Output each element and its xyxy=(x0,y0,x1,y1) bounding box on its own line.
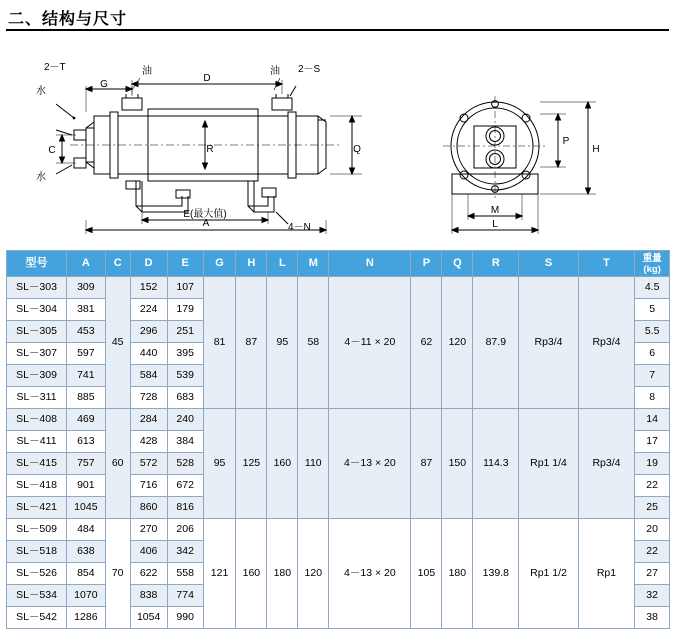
column-header-p: P xyxy=(411,251,442,277)
cell-model: SL－421 xyxy=(7,497,67,519)
cell-model: SL－418 xyxy=(7,475,67,497)
weight-header-line2: (kg) xyxy=(643,263,661,275)
cell-e: 240 xyxy=(167,409,203,431)
cell-w: 20 xyxy=(635,519,670,541)
cell-p: 105 xyxy=(411,519,442,629)
cell-w: 27 xyxy=(635,563,670,585)
cell-w: 5.5 xyxy=(635,321,670,343)
cell-d: 428 xyxy=(130,431,167,453)
cell-a: 613 xyxy=(67,431,106,453)
label-d: D xyxy=(203,73,211,84)
cell-a: 1045 xyxy=(67,497,106,519)
cell-m: 58 xyxy=(298,277,329,409)
label-m: M xyxy=(490,205,500,216)
column-header-model: 型号 xyxy=(7,251,67,277)
cell-d: 1054 xyxy=(130,607,167,629)
cell-model: SL－509 xyxy=(7,519,67,541)
label-r: R xyxy=(206,144,214,155)
cell-d: 270 xyxy=(130,519,167,541)
cell-d: 860 xyxy=(130,497,167,519)
label-water-top: 水 xyxy=(36,86,46,97)
label-oil-right: 油 xyxy=(270,66,280,77)
label-l: L xyxy=(492,219,498,230)
column-header-r: R xyxy=(473,251,519,277)
cell-d: 152 xyxy=(130,277,167,299)
table-header-row xyxy=(7,251,670,277)
cell-m: 120 xyxy=(298,519,329,629)
table-row xyxy=(7,409,670,431)
column-header-g: G xyxy=(203,251,236,277)
cell-w: 7 xyxy=(635,365,670,387)
cell-g: 95 xyxy=(203,409,236,519)
cell-n: 4－11 × 20 xyxy=(329,277,411,409)
cell-a: 638 xyxy=(67,541,106,563)
cell-model: SL－307 xyxy=(7,343,67,365)
cell-h: 87 xyxy=(236,277,267,409)
cell-w: 22 xyxy=(635,475,670,497)
cell-e: 395 xyxy=(167,343,203,365)
cell-a: 901 xyxy=(67,475,106,497)
cell-d: 716 xyxy=(130,475,167,497)
cell-e: 539 xyxy=(167,365,203,387)
cell-e: 179 xyxy=(167,299,203,321)
cell-h: 125 xyxy=(236,409,267,519)
column-header-e: E xyxy=(167,251,203,277)
cell-w: 22 xyxy=(635,541,670,563)
cell-model: SL－518 xyxy=(7,541,67,563)
cell-h: 160 xyxy=(236,519,267,629)
cell-e: 206 xyxy=(167,519,203,541)
cell-e: 816 xyxy=(167,497,203,519)
label-e: E(最大值) xyxy=(183,209,227,220)
cell-model: SL－311 xyxy=(7,387,67,409)
cell-g: 121 xyxy=(203,519,236,629)
cell-a: 484 xyxy=(67,519,106,541)
cell-r: 139.8 xyxy=(473,519,519,629)
cell-d: 296 xyxy=(130,321,167,343)
cell-w: 19 xyxy=(635,453,670,475)
cell-e: 990 xyxy=(167,607,203,629)
table-body xyxy=(7,277,670,629)
cell-q: 150 xyxy=(442,409,473,519)
label-q: Q xyxy=(353,144,361,155)
cell-model: SL－542 xyxy=(7,607,67,629)
cell-n: 4－13 × 20 xyxy=(329,519,411,629)
specification-table xyxy=(6,250,670,629)
cell-d: 406 xyxy=(130,541,167,563)
cell-model: SL－526 xyxy=(7,563,67,585)
cell-p: 87 xyxy=(411,409,442,519)
cell-model: SL－303 xyxy=(7,277,67,299)
label-a: A xyxy=(202,218,210,229)
cell-l: 180 xyxy=(267,519,298,629)
cell-a: 1286 xyxy=(67,607,106,629)
cell-model: SL－305 xyxy=(7,321,67,343)
label-oil-left: 油 xyxy=(142,66,152,77)
label-h: H xyxy=(592,144,600,155)
cell-t: Rp1 xyxy=(578,519,635,629)
cell-a: 597 xyxy=(67,343,106,365)
cell-e: 251 xyxy=(167,321,203,343)
cell-w: 25 xyxy=(635,497,670,519)
table-header xyxy=(7,251,670,277)
cell-model: SL－415 xyxy=(7,453,67,475)
cell-a: 741 xyxy=(67,365,106,387)
title-divider xyxy=(6,29,669,31)
cell-d: 572 xyxy=(130,453,167,475)
label-c: C xyxy=(48,145,56,156)
cell-s: Rp1 1/4 xyxy=(519,409,578,519)
cell-a: 757 xyxy=(67,453,106,475)
label-g: G xyxy=(100,79,108,90)
weight-header-line1: 重量 xyxy=(642,252,662,264)
table-row xyxy=(7,277,670,299)
cell-a: 1070 xyxy=(67,585,106,607)
cell-c: 60 xyxy=(105,409,130,519)
cell-r: 87.9 xyxy=(473,277,519,409)
cell-a: 885 xyxy=(67,387,106,409)
label-water-bottom: 水 xyxy=(36,172,46,183)
cell-d: 838 xyxy=(130,585,167,607)
cell-c: 45 xyxy=(105,277,130,409)
cell-model: SL－534 xyxy=(7,585,67,607)
column-header-m: M xyxy=(298,251,329,277)
cell-d: 622 xyxy=(130,563,167,585)
cell-model: SL－408 xyxy=(7,409,67,431)
cell-model: SL－304 xyxy=(7,299,67,321)
cell-w: 6 xyxy=(635,343,670,365)
cell-q: 120 xyxy=(442,277,473,409)
cell-w: 14 xyxy=(635,409,670,431)
column-header-h: H xyxy=(236,251,267,277)
cell-e: 528 xyxy=(167,453,203,475)
column-header-d: D xyxy=(130,251,167,277)
cell-e: 672 xyxy=(167,475,203,497)
column-header-weight xyxy=(635,251,670,277)
cell-e: 558 xyxy=(167,563,203,585)
column-header-t: T xyxy=(578,251,635,277)
cell-m: 110 xyxy=(298,409,329,519)
cell-e: 384 xyxy=(167,431,203,453)
column-header-l: L xyxy=(267,251,298,277)
cell-w: 8 xyxy=(635,387,670,409)
cell-t: Rp3/4 xyxy=(578,277,635,409)
cell-g: 81 xyxy=(203,277,236,409)
cell-model: SL－309 xyxy=(7,365,67,387)
cell-e: 342 xyxy=(167,541,203,563)
cell-model: SL－411 xyxy=(7,431,67,453)
column-header-a: A xyxy=(67,251,106,277)
cell-s: Rp3/4 xyxy=(519,277,578,409)
label-p: P xyxy=(562,136,570,147)
cell-a: 469 xyxy=(67,409,106,431)
cell-a: 309 xyxy=(67,277,106,299)
column-header-s: S xyxy=(519,251,578,277)
cell-t: Rp3/4 xyxy=(578,409,635,519)
cell-a: 381 xyxy=(67,299,106,321)
cell-n: 4－13 × 20 xyxy=(329,409,411,519)
cell-d: 440 xyxy=(130,343,167,365)
cell-w: 32 xyxy=(635,585,670,607)
label-2s: 2－S xyxy=(298,64,321,75)
label-2t: 2－T xyxy=(44,62,66,73)
assembly-drawing xyxy=(0,34,676,239)
label-4n: 4－N xyxy=(288,222,311,233)
cell-a: 453 xyxy=(67,321,106,343)
cell-d: 584 xyxy=(130,365,167,387)
column-header-c: C xyxy=(105,251,130,277)
cell-w: 17 xyxy=(635,431,670,453)
cell-l: 95 xyxy=(267,277,298,409)
column-header-n: N xyxy=(329,251,411,277)
cell-w: 5 xyxy=(635,299,670,321)
table-row xyxy=(7,519,670,541)
cell-w: 4.5 xyxy=(635,277,670,299)
cell-w: 38 xyxy=(635,607,670,629)
cell-l: 160 xyxy=(267,409,298,519)
cell-d: 284 xyxy=(130,409,167,431)
cell-e: 683 xyxy=(167,387,203,409)
column-header-q: Q xyxy=(442,251,473,277)
cell-d: 728 xyxy=(130,387,167,409)
cell-e: 774 xyxy=(167,585,203,607)
cell-s: Rp1 1/2 xyxy=(519,519,578,629)
cell-a: 854 xyxy=(67,563,106,585)
cell-r: 114.3 xyxy=(473,409,519,519)
cell-p: 62 xyxy=(411,277,442,409)
cell-c: 70 xyxy=(105,519,130,629)
cell-q: 180 xyxy=(442,519,473,629)
cell-d: 224 xyxy=(130,299,167,321)
page-title: 二、结构与尺寸 xyxy=(8,11,128,28)
cell-e: 107 xyxy=(167,277,203,299)
